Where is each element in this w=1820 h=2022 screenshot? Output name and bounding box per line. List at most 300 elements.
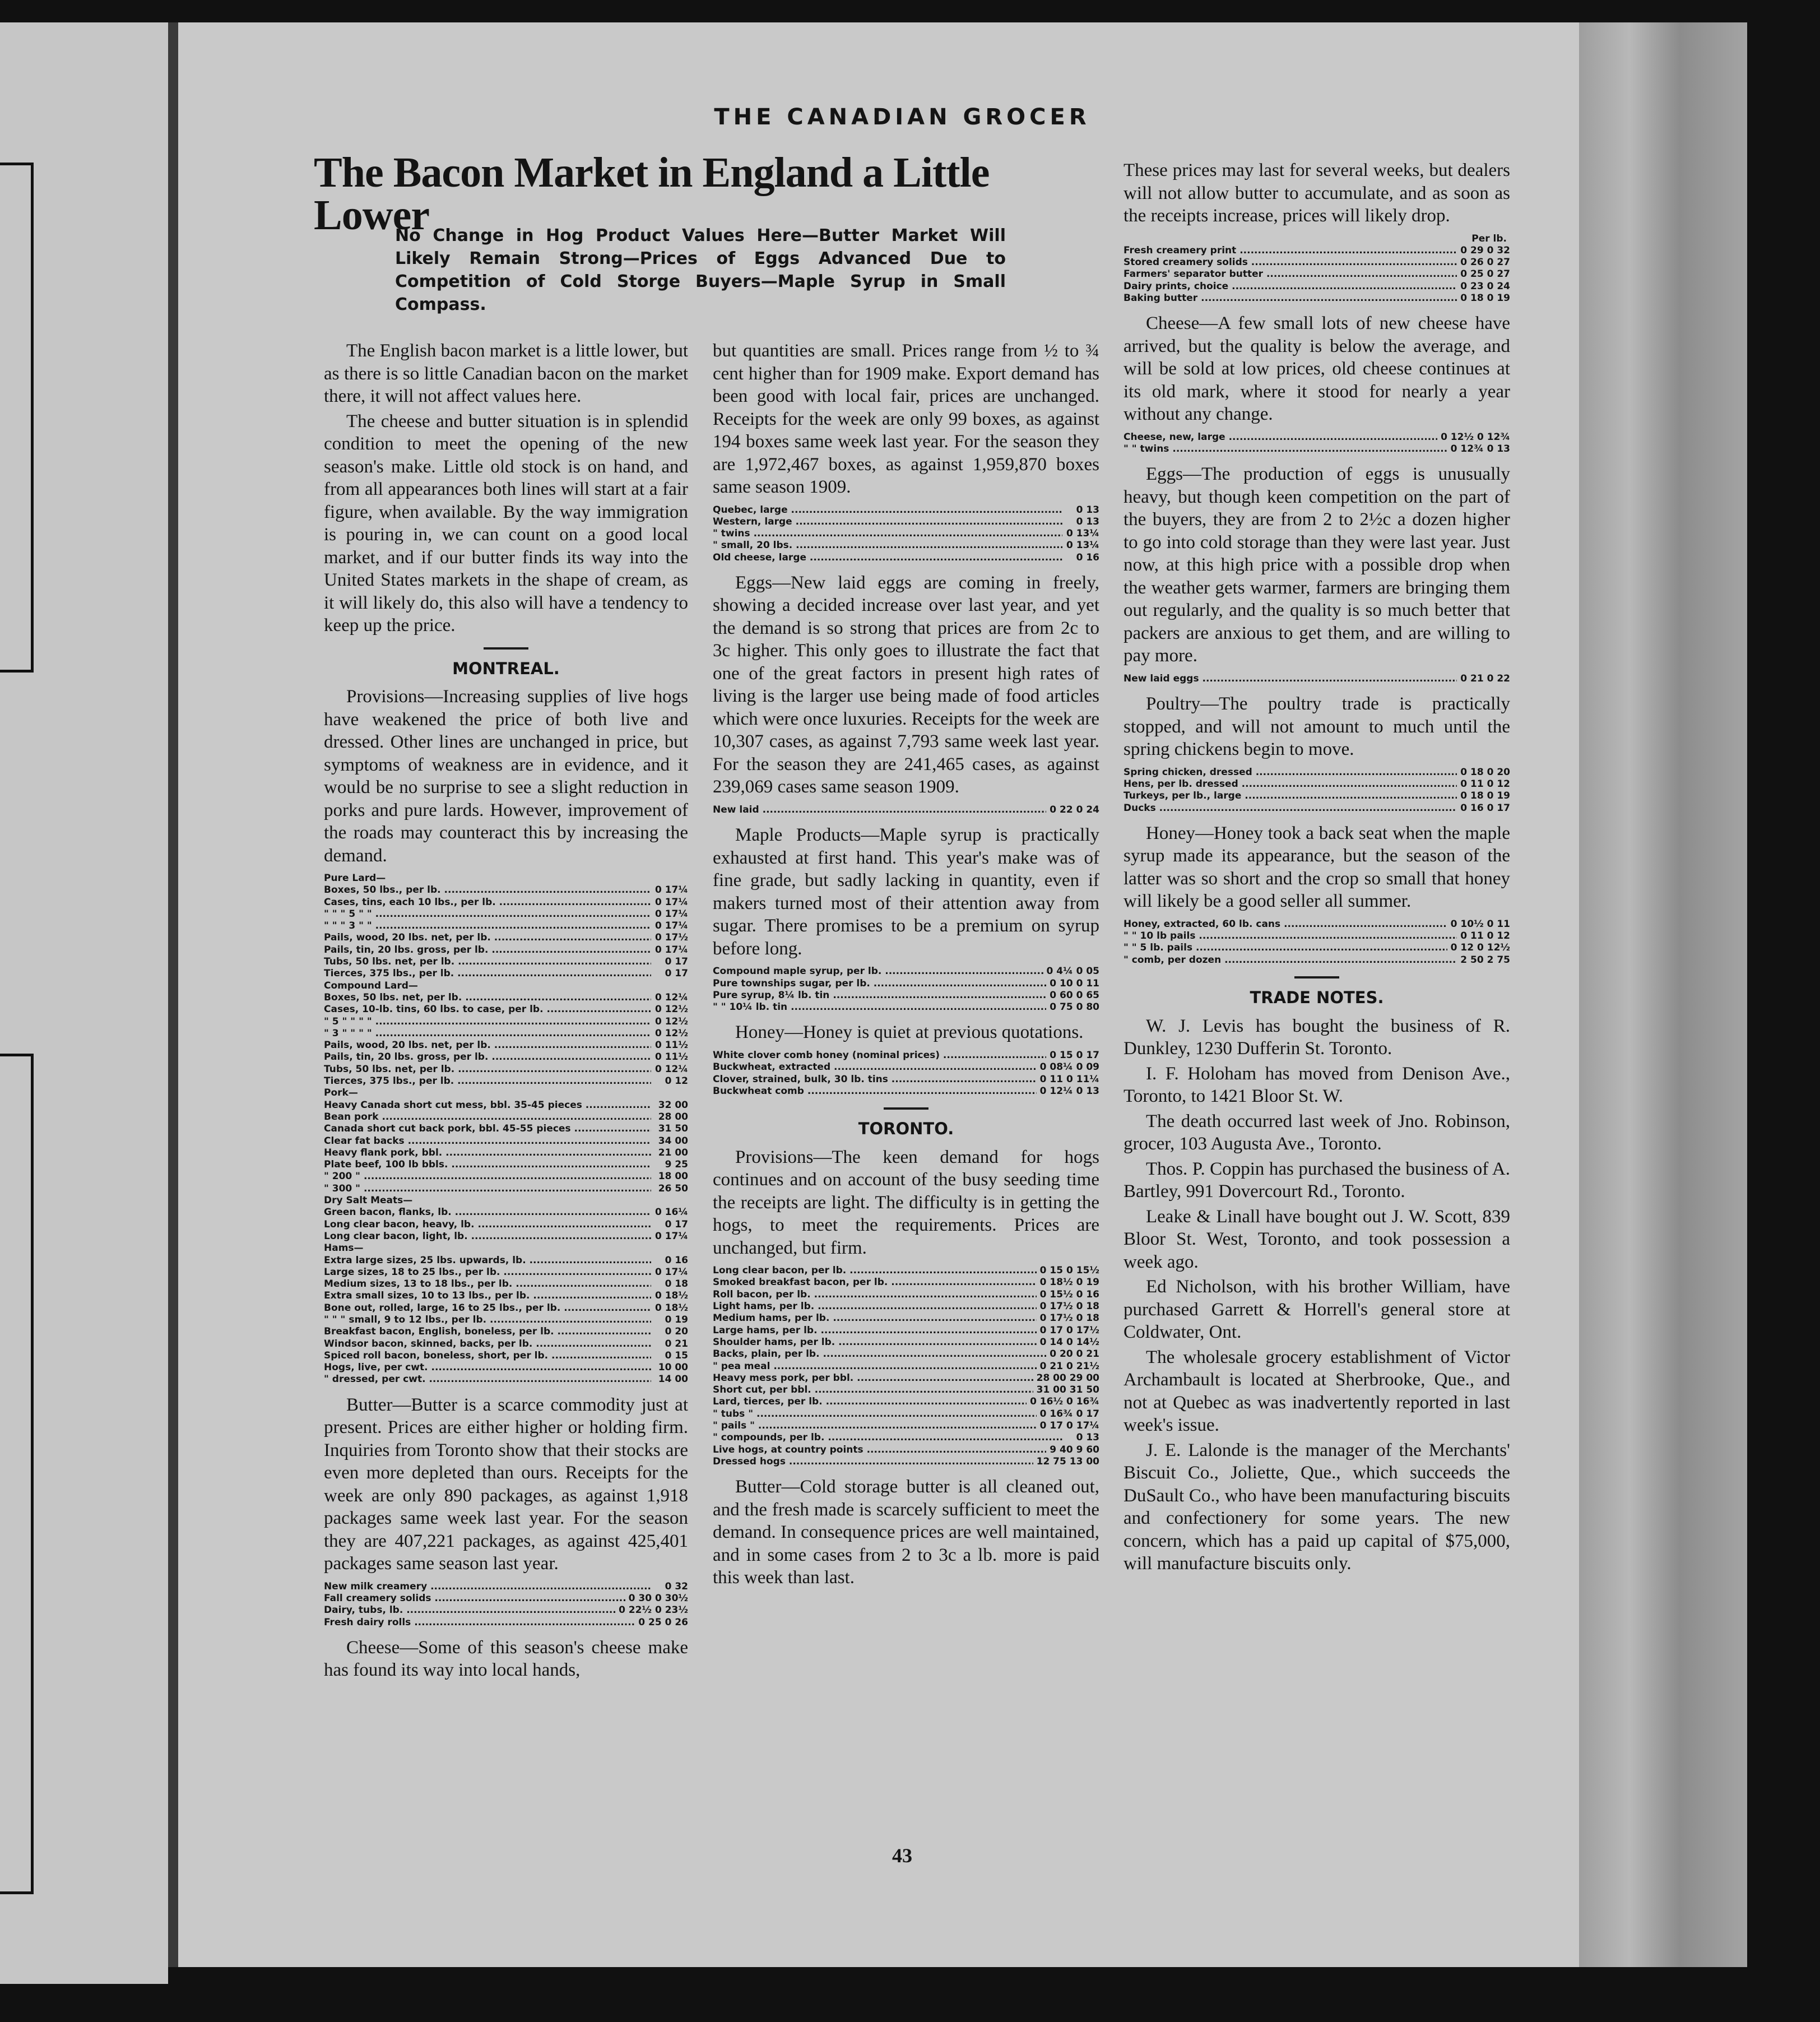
item-label: Medium sizes, 13 to 18 lbs., per lb. ..... (324, 1278, 651, 1290)
paragraph: These prices may last for several weeks, but dealers will not allow butter to accumulate, and as soon as the receipts increase, prices will likely drop. (1123, 160, 1510, 226)
item-price: 0 18 0 19 (1460, 292, 1510, 304)
table-row (324, 873, 688, 884)
item-label: " comb, per dozen ..... (1123, 954, 1457, 966)
item-label: Dry Salt Meats— (324, 1195, 413, 1207)
table-row (324, 1267, 688, 1278)
item-price: 0 10 0 11 (1050, 977, 1099, 989)
item-label: Pure townships sugar, per lb. ..... (713, 978, 1046, 990)
price-table (1123, 919, 1510, 966)
article-headline: The Bacon Market in England a Little Lower (314, 149, 990, 239)
item-price: 0 32 (665, 1580, 688, 1592)
item-label: Shoulder hams, per lb. ..... (713, 1337, 1037, 1348)
item-label: Pails, tin, 20 lbs. gross, per lb. ..... (324, 1051, 651, 1063)
table-row (1123, 919, 1510, 930)
item-price: 10 00 (658, 1362, 688, 1374)
table-row (324, 1159, 688, 1171)
table-row (1123, 432, 1510, 443)
item-price: 18 00 (658, 1171, 688, 1182)
paragraph: but quantities are small. Prices range from ½ to ¾ cent higher than for 1909 make. Export demand has been good with local fair, prices are unchanged. Receipts for the week are only 99 boxes, as against 194 boxes same week last year. For the season they are 1,972,467 boxes, as against 1,959,870 boxes same season 1909. (713, 341, 1099, 497)
item-price: 0 15 0 17 (1050, 1049, 1099, 1061)
item-label: Compound maple syrup, per lb. ..... (713, 966, 1043, 977)
table-row (713, 1444, 1099, 1456)
item-price: 0 10½ 0 11 (1450, 918, 1510, 930)
item-price: 0 15 (665, 1349, 688, 1361)
table-row (324, 1195, 688, 1207)
item-label: " " " 3 " " ..... (324, 920, 651, 932)
item-label: Boxes, 50 lbs., per lb. ..... (324, 884, 651, 896)
item-price: 0 22½ 0 23½ (619, 1604, 688, 1616)
item-label: Turkeys, per lb., large ..... (1123, 790, 1457, 802)
table-row (1123, 293, 1510, 304)
table-row (713, 1301, 1099, 1313)
item-price: 0 16 (1076, 551, 1099, 563)
item-price: 0 18½ 0 19 (1039, 1277, 1099, 1288)
item-price: 0 12 (665, 1075, 688, 1087)
item-label: Extra large sizes, 25 lbs. upwards, lb. ..... (324, 1255, 651, 1267)
trade-note: The wholesale grocery establishment of Victor Archambault is located at Sherbrooke, Que., and not at Quebec as was inadvertently reported in last week's issue. (1123, 1347, 1510, 1436)
item-label: " pails " ..... (713, 1420, 1037, 1432)
table-row (1123, 790, 1510, 802)
item-price: 0 12½ (654, 1027, 688, 1039)
section-heading-trade-notes: TRADE NOTES. (1250, 988, 1384, 1008)
table-row (324, 908, 688, 920)
paragraph: Honey—Honey took a back seat when the maple syrup made its appearance, but the season of the latter was so short and the crop so small that honey will likely be a good seller all summer. (1123, 823, 1510, 912)
table-row (1123, 803, 1510, 814)
table-row (324, 1028, 688, 1040)
item-label: Stored creamery solids ..... (1123, 257, 1457, 268)
price-table (324, 1581, 688, 1629)
table-row (713, 1361, 1099, 1372)
section-heading-montreal: MONTREAL. (452, 658, 560, 678)
item-label: Clear fat backs ..... (324, 1135, 651, 1147)
price-table (1123, 233, 1510, 305)
price-table (713, 1050, 1099, 1097)
table-row (324, 1290, 688, 1302)
item-price: 0 18½ (654, 1302, 688, 1314)
item-price: 0 17 (665, 968, 688, 980)
item-price: 0 18 0 20 (1460, 766, 1510, 778)
table-row (324, 1051, 688, 1063)
price-table (713, 504, 1099, 564)
table-row (324, 956, 688, 968)
item-label: Heavy mess pork, per bbl. ..... (713, 1372, 1033, 1384)
item-price: 0 12½ (654, 1015, 688, 1027)
item-price: 0 30 0 30½ (628, 1593, 688, 1604)
item-label: " twins ..... (713, 528, 1062, 540)
item-price: 0 18 (665, 1278, 688, 1290)
item-label: Spiced roll bacon, boneless, short, per lb. ..... (324, 1350, 651, 1362)
item-price: 0 25 0 26 (638, 1616, 688, 1628)
item-label: Large sizes, 18 to 25 lbs., per lb. ..... (324, 1267, 651, 1278)
table-row (713, 1456, 1099, 1468)
paragraph: Cheese—A few small lots of new cheese have arrived, but the quality is below the average, and will be sold at low prices, old cheese continues at its old mark, where it stood for nearly a year without any change. (1123, 313, 1510, 425)
table-row (324, 1314, 688, 1326)
item-price (651, 1195, 688, 1207)
article-deck: No Change in Hog Product Values Here—Butter Market Will Likely Remain Strong—Prices of Eggs Advanced Due to Competition of Cold Storge Buyers—Maple Syrup in Small Compass. (395, 226, 1006, 314)
paragraph: Maple Products—Maple syrup is practically exhausted at first hand. This year's make was of fine grade, but sadly lacking in quantity, even if makers turned most of their attention away from sugar. There promises to be a premium on syrup before long. (713, 825, 1099, 959)
column-3 (1123, 159, 1510, 1578)
table-row (324, 1219, 688, 1231)
item-price: 0 20 (665, 1326, 688, 1338)
table-row (324, 1338, 688, 1350)
item-label: " pea meal ..... (713, 1361, 1037, 1372)
table-row (713, 1313, 1099, 1324)
table-row (324, 1016, 688, 1028)
table-row (324, 1004, 688, 1015)
item-price: 0 17¼ (654, 908, 688, 920)
item-label: Lard, tierces, per lb. ..... (713, 1396, 1027, 1408)
item-price: 0 60 0 65 (1050, 989, 1099, 1001)
item-label: Clover, strained, bulk, 30 lb. tins ..... (713, 1074, 1037, 1086)
trade-note: Thos. P. Coppin has purchased the business of A. Bartley, 991 Dovercourt Rd., Toronto. (1123, 1158, 1510, 1202)
item-price: 0 29 0 32 (1460, 244, 1510, 256)
item-label: Dairy prints, choice ..... (1123, 281, 1457, 293)
table-row (324, 1100, 688, 1111)
item-label: Buckwheat comb ..... (713, 1086, 1037, 1097)
item-price: 0 18½ (654, 1290, 688, 1302)
item-price: 0 19 (665, 1314, 688, 1325)
item-price: 0 17¼ (654, 896, 688, 908)
item-label: Fresh creamery print ..... (1123, 245, 1457, 257)
section-rule (1294, 976, 1339, 978)
item-label: Hogs, live, per cwt. ..... (324, 1362, 651, 1374)
table-row (324, 1362, 688, 1374)
item-price: 0 17¼ (654, 920, 688, 932)
trade-note: W. J. Levis has bought the business of R. Dunkley, 1230 Dufferin St. Toronto. (1123, 1015, 1510, 1059)
trade-note: Ed Nicholson, with his brother William, have purchased Garrett & Horrell's general store at Coldwater, Ont. (1123, 1277, 1510, 1343)
item-label: " 3 " " " " ..... (324, 1028, 651, 1040)
table-row (324, 1207, 688, 1218)
table-row (1123, 268, 1510, 280)
item-label: Long clear bacon, light, lb. ..... (324, 1231, 651, 1242)
table-row (713, 966, 1099, 977)
item-label: Tubs, 50 lbs. net, per lb. ..... (324, 1064, 651, 1075)
item-price: 12 75 13 00 (1036, 1455, 1099, 1467)
item-price: 31 50 (658, 1123, 688, 1135)
price-table (324, 873, 688, 1386)
item-label: Pails, wood, 20 lbs. net, per lb. ..... (324, 932, 651, 944)
table-row (1123, 930, 1510, 942)
item-label: " tubs " ..... (713, 1408, 1037, 1420)
table-row (324, 1135, 688, 1147)
item-price: 28 00 (658, 1111, 688, 1123)
item-price: 14 00 (658, 1374, 688, 1385)
item-label: Roll bacon, per lb. ..... (713, 1289, 1037, 1301)
table-row (324, 1278, 688, 1290)
paragraph: Eggs—The production of eggs is unusually heavy, but though keen competition on the part of the buyers, they are from 2 to 2½c a dozen higher to go into cold storage than they were last year. Just now, at this high price with a possible drop when the weather gets warmer, farmers are bringing them out regularly, and the quality is so much better that packers are anxious to get them, and are willing to pay more. (1123, 464, 1510, 666)
item-label: " " " small, 9 to 12 lbs., per lb. ..... (324, 1314, 651, 1326)
item-label: Bean pork ..... (324, 1111, 651, 1123)
item-price: 0 13¼ (1066, 540, 1099, 551)
table-row (1123, 942, 1510, 954)
item-price: 0 16½ 0 16¾ (1030, 1396, 1099, 1408)
item-price: 0 11½ (654, 1051, 688, 1063)
table-row (713, 1265, 1099, 1277)
facing-page-frame-top (0, 163, 34, 673)
item-price: 0 16 (665, 1254, 688, 1266)
table-row (1123, 767, 1510, 778)
section-rule (484, 647, 528, 650)
table-row (713, 1337, 1099, 1348)
item-price: 0 11 0 11¼ (1039, 1073, 1099, 1085)
paragraph: Honey—Honey is quiet at previous quotations. (735, 1022, 1084, 1043)
item-price: 0 26 0 27 (1460, 257, 1510, 268)
item-price: 28 00 29 00 (1036, 1372, 1099, 1384)
item-price: 0 12¾ 0 13 (1450, 443, 1510, 455)
item-price: 0 12 0 12½ (1450, 942, 1510, 954)
item-price: 0 17¼ (654, 944, 688, 956)
item-price: 0 17 0 17½ (1039, 1324, 1099, 1336)
table-row (324, 980, 688, 992)
item-price: 0 17¼ (654, 1230, 688, 1242)
item-price: 32 00 (658, 1099, 688, 1111)
facing-page (0, 22, 168, 1984)
item-label: Pure syrup, 8¼ lb. tin ..... (713, 990, 1046, 1001)
item-label: Cases, 10-lb. tins, 60 lbs. to case, per lb. ..... (324, 1004, 651, 1015)
table-row (713, 990, 1099, 1001)
item-label: New laid ..... (713, 804, 1046, 816)
item-label: Hens, per lb. dressed ..... (1123, 778, 1457, 790)
table-row (324, 944, 688, 956)
item-label: Spring chicken, dressed ..... (1123, 767, 1457, 778)
item-price: 0 12½ 0 12¾ (1441, 431, 1510, 443)
table-row (713, 1001, 1099, 1013)
item-price: 0 11½ (654, 1040, 688, 1051)
table-row (713, 1074, 1099, 1086)
price-table (1123, 432, 1510, 456)
item-label: Honey, extracted, 60 lb. cans ..... (1123, 919, 1447, 930)
item-label: " small, 20 lbs. ..... (713, 540, 1062, 551)
running-head: THE CANADIAN GROCER (714, 104, 1090, 130)
item-label: Windsor bacon, skinned, backs, per lb. ..... (324, 1338, 651, 1350)
item-label: Green bacon, flanks, lb. ..... (324, 1207, 651, 1218)
item-price: 0 15½ 0 16 (1039, 1288, 1099, 1300)
table-row (1123, 673, 1510, 685)
item-price: 9 40 9 60 (1050, 1444, 1099, 1455)
item-price: 0 22 0 24 (1050, 804, 1099, 815)
table-row (713, 804, 1099, 816)
column-2 (713, 340, 1099, 1592)
table-row (1123, 245, 1510, 257)
trade-note: The death occurred last week of Jno. Robinson, grocer, 103 Augusta Ave., Toronto. (1123, 1111, 1510, 1154)
table-row (713, 1348, 1099, 1360)
table-row (324, 1111, 688, 1123)
table-row (713, 1289, 1099, 1301)
item-price: 0 21 0 22 (1460, 673, 1510, 684)
table-row (713, 516, 1099, 528)
item-label: " " 10¼ lb. tin ..... (713, 1001, 1046, 1013)
item-price (651, 873, 688, 884)
table-row (324, 920, 688, 932)
table-row (713, 1432, 1099, 1444)
item-price (651, 1087, 688, 1099)
table-row (713, 1384, 1099, 1396)
book-spine (168, 22, 178, 1967)
item-price: 0 17¼ (654, 884, 688, 896)
table-row (324, 1581, 688, 1593)
item-label: Pork— (324, 1087, 358, 1099)
item-price: 0 12½ (654, 1004, 688, 1015)
item-label: Quebec, large ..... (713, 504, 1062, 516)
item-price (651, 1242, 688, 1254)
item-label: Live hogs, at country points ..... (713, 1444, 1046, 1456)
item-label: New milk creamery ..... (324, 1581, 651, 1593)
item-price: 0 17½ 0 18 (1039, 1301, 1099, 1313)
table-unit-header: Per lb. (1471, 233, 1507, 244)
item-price: 0 17 0 17¼ (1039, 1420, 1099, 1432)
item-price: 0 08¼ 0 09 (1039, 1061, 1099, 1073)
item-label: Buckwheat, extracted ..... (713, 1061, 1037, 1073)
item-price: 31 00 31 50 (1036, 1384, 1099, 1396)
item-label: Plate beef, 100 lb bbls. ..... (324, 1159, 651, 1171)
table-row (324, 897, 688, 908)
table-row (324, 1123, 688, 1135)
item-price: 2 50 2 75 (1460, 954, 1510, 966)
page-number: 43 (892, 1844, 912, 1867)
table-row (324, 1617, 688, 1629)
item-label: Tierces, 375 lbs., per lb. ..... (324, 1075, 651, 1087)
item-label: Bone out, rolled, large, 16 to 25 lbs., per lb. ..... (324, 1302, 651, 1314)
table-row (324, 1242, 688, 1254)
table-row (324, 1064, 688, 1075)
item-label: Large hams, per lb. ..... (713, 1325, 1037, 1337)
table-row (713, 540, 1099, 551)
item-price: 0 13 (1076, 504, 1099, 516)
paragraph: The English bacon market is a little lower, but as there is so little Canadian bacon on the market there, it will not affect values here. (324, 341, 688, 406)
item-price: 0 17 (665, 1218, 688, 1230)
item-label: Dairy, tubs, lb. ..... (324, 1604, 615, 1616)
item-label: Heavy flank pork, bbl. ..... (324, 1147, 651, 1159)
item-label: Medium hams, per lb. ..... (713, 1313, 1037, 1324)
table-row (713, 1408, 1099, 1420)
item-label: Baking butter ..... (1123, 293, 1457, 304)
item-price: 0 25 0 27 (1460, 268, 1510, 280)
paragraph: Provisions—The keen demand for hogs continues and on account of the busy seeding time the receipts are light. The difficulty is in getting the hogs, to meet the requirements. Prices are unchanged, but firm. (713, 1147, 1099, 1258)
intro-text (324, 340, 688, 637)
item-label: Backs, plain, per lb. ..... (713, 1348, 1046, 1360)
item-label: Pails, tin, 20 lbs. gross, per lb. ..... (324, 944, 651, 956)
item-label: Breakfast bacon, English, boneless, per lb. ..... (324, 1326, 651, 1338)
price-table (1123, 673, 1510, 685)
table-row (324, 884, 688, 896)
table-row (713, 1396, 1099, 1408)
item-price: 0 4¼ 0 05 (1046, 966, 1099, 977)
item-price: 0 21 (665, 1338, 688, 1349)
table-row (713, 552, 1099, 564)
item-price: 0 13 (1076, 1432, 1099, 1444)
table-row (1123, 257, 1510, 268)
item-price: 21 00 (658, 1147, 688, 1158)
item-label: Fresh dairy rolls ..... (324, 1617, 635, 1629)
table-row (1123, 281, 1510, 293)
table-row (713, 528, 1099, 540)
column-1 (324, 340, 688, 1684)
item-label: " compounds, per lb. ..... (713, 1432, 1062, 1444)
trade-note: Leake & Linall have bought out J. W. Scott, 839 Bloor St. West, Toronto, and took possession a week ago. (1123, 1206, 1510, 1272)
item-price: 0 11 0 12 (1460, 930, 1510, 942)
table-row (324, 1374, 688, 1385)
section-heading-toronto: TORONTO. (858, 1119, 954, 1139)
table-row (324, 1593, 688, 1604)
item-label: Smoked breakfast bacon, per lb. ..... (713, 1277, 1037, 1288)
item-price: 0 23 0 24 (1460, 280, 1510, 292)
table-row (324, 1326, 688, 1338)
item-price: 0 12¼ (654, 991, 688, 1003)
item-label: Pure Lard— (324, 873, 386, 884)
paragraph: Poultry—The poultry trade is practically stopped, and will not amount to much until the spring chickens begin to move. (1123, 694, 1510, 760)
item-label: " " " 5 " " ..... (324, 908, 651, 920)
table-row (324, 1302, 688, 1314)
item-label: " " 10 lb pails ..... (1123, 930, 1457, 942)
table-row (324, 1231, 688, 1242)
table-row (713, 1420, 1099, 1432)
table-row (1123, 778, 1510, 790)
item-price: 34 00 (658, 1135, 688, 1147)
page-edges (1579, 22, 1747, 1967)
item-label: Tierces, 375 lbs., per lb. ..... (324, 968, 651, 980)
table-row (324, 1604, 688, 1616)
table-row (1123, 443, 1510, 455)
item-label: Fall creamery solids ..... (324, 1593, 625, 1604)
paragraph: Provisions—Increasing supplies of live hogs have weakened the price of both live and dressed. Other lines are unchanged in price, but symptoms of weakness are in evidence, and it would be no surprise to see a slight reduction in porks and pure lards. However, improvement of the roads may counteract this by increasing the demand. (324, 687, 688, 866)
item-label: Pails, wood, 20 lbs. net, per lb. ..... (324, 1040, 651, 1051)
trade-note: J. E. Lalonde is the manager of the Merchants' Biscuit Co., Joliette, Que., which succeeds the DuSault Co., who have been manufacturing biscuits and confectionery for some years. The new concern, which has a paid up capital of $75,000, will manufacture biscuits only. (1123, 1440, 1510, 1574)
item-label: Western, large ..... (713, 516, 1062, 528)
item-label: Tubs, 50 lbs. net, per lb. ..... (324, 956, 651, 968)
price-table (713, 804, 1099, 816)
item-price: 0 17½ (654, 932, 688, 944)
item-price: 0 15 0 15½ (1039, 1265, 1099, 1277)
item-price: 0 13¼ (1066, 528, 1099, 540)
table-row (324, 1350, 688, 1362)
item-label: Boxes, 50 lbs. net, per lb. ..... (324, 992, 651, 1004)
item-price: 0 12¼ 0 13 (1039, 1085, 1099, 1097)
item-label: " dressed, per cwt. ..... (324, 1374, 651, 1385)
item-price: 0 13 (1076, 516, 1099, 527)
item-label: " 200 " ..... (324, 1171, 651, 1182)
table-row (324, 1147, 688, 1159)
item-price (651, 980, 688, 992)
item-price: 0 21 0 21½ (1039, 1360, 1099, 1372)
section-rule (884, 1107, 928, 1110)
item-label: " " 5 lb. pails ..... (1123, 942, 1447, 954)
item-label: Dressed hogs ..... (713, 1456, 1033, 1468)
paragraph: Cheese—Some of this season's cheese make has found its way into local hands, (324, 1637, 688, 1681)
paragraph: Eggs—New laid eggs are coming in freely, showing a decided increase over last year, and yet the demand is so strong that prices are from 2c to 3c higher. This only goes to illustrate the fact that one of the great factors in present high rates of living is the larger use being made of food articles which were once luxuries. Receipts for the week are 10,307 cases, as against 7,793 same week last year. For the season they are 241,465 cases, as against 239,069 cases same season 1909. (713, 572, 1099, 797)
item-label: Light hams, per lb. ..... (713, 1301, 1037, 1313)
paragraph: Butter—Cold storage butter is all cleaned out, and the fresh made is scarcely sufficient to meet the demand. In consequence prices are well maintained, and in some cases from 2 to 3c a lb. more is paid this week than last. (713, 1477, 1099, 1588)
item-label: Canada short cut back pork, bbl. 45-55 pieces ..... (324, 1123, 651, 1135)
item-label: Compound Lard— (324, 980, 418, 991)
table-row (324, 932, 688, 944)
table-row (713, 1050, 1099, 1061)
item-label: Ducks ..... (1123, 803, 1457, 814)
item-label: Hams— (324, 1242, 364, 1254)
trade-note: I. F. Holoham has moved from Denison Ave., Toronto, to 1421 Bloor St. W. (1123, 1063, 1510, 1107)
item-label: " 300 " ..... (324, 1183, 651, 1195)
item-price: 0 12¼ (654, 1063, 688, 1075)
item-label: New laid eggs ..... (1123, 673, 1457, 685)
item-price: 0 20 0 21 (1050, 1348, 1099, 1360)
facing-page-frame-bottom (0, 1054, 34, 1894)
item-price: 0 17 (665, 956, 688, 968)
table-row (324, 1255, 688, 1267)
item-label: Cheese, new, large ..... (1123, 432, 1437, 443)
price-table (713, 966, 1099, 1013)
paragraph: Butter—Butter is a scarce commodity just at present. Prices are either higher or holding firm. Inquiries from Toronto show that their stocks are even more depleted than ours. Receipts for the week are only 890 packages, as against 1,918 packages same week last year. For the season they are 407,221 packages, as against 425,401 packages same season last year. (324, 1394, 688, 1574)
item-price: 0 75 0 80 (1050, 1001, 1099, 1013)
table-row (713, 1061, 1099, 1073)
